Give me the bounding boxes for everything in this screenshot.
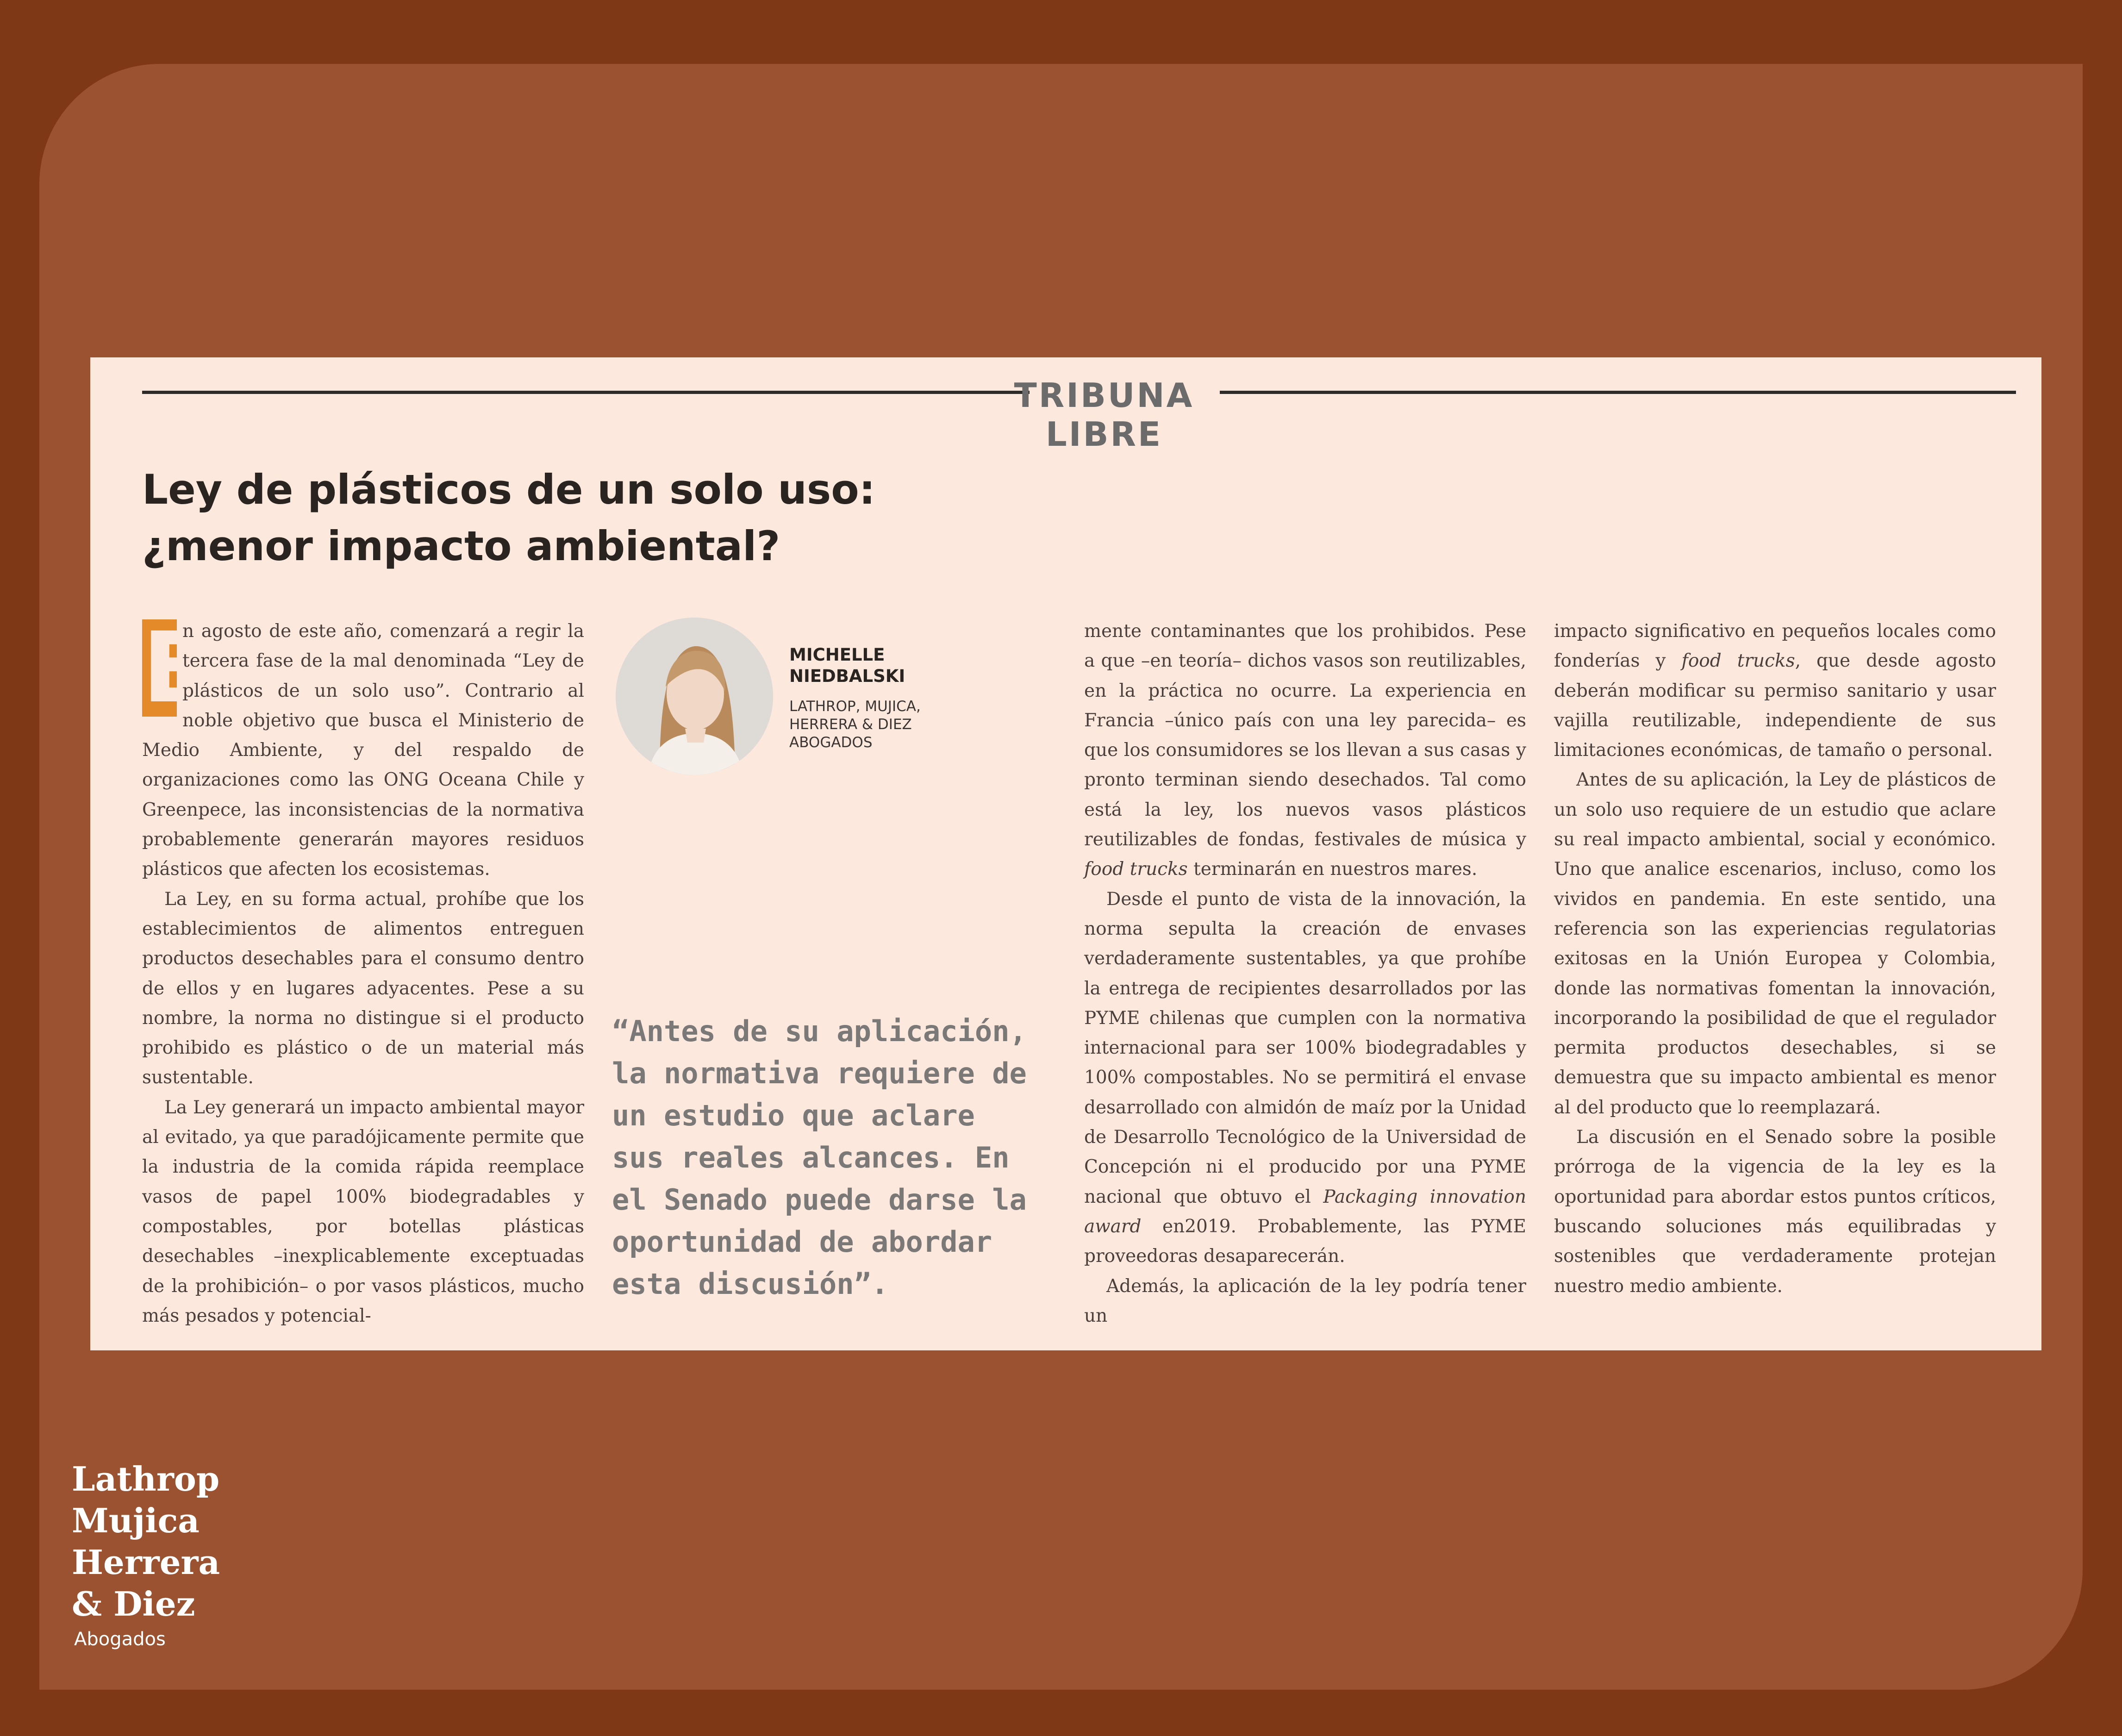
paragraph: La discusión en el Senado sobre la posible prórroga de la vigencia de la ley es la oportunidad para abordar estos puntos críticos, buscando soluciones más equilibradas y sostenibles que verdaderamente protejan nuestro medio ambiente. (1554, 1127, 1996, 1297)
headline-line-1: Ley de plásticos de un solo uso: (142, 466, 875, 513)
section-rule-right (1220, 391, 2016, 394)
author-portrait-icon (616, 618, 773, 775)
paragraph: impacto significativo en pequeños locales como fonderías y food trucks, que desde agosto deberán modificar su permiso sanitario y usar vajilla reutilizable, independiente de sus limitaciones económicas, de tamaño o personal. (1554, 621, 1996, 761)
author-photo (616, 618, 773, 775)
newspaper-clipping (90, 357, 2041, 1350)
section-rule-left (142, 391, 1030, 394)
drop-cap: E (142, 611, 209, 724)
author-name: MICHELLE NIEDBALSKI (789, 645, 905, 686)
paragraph: mente contaminantes que los prohibidos. Pese a que –en teoría– dichos vasos son reutilizables, en la práctica no ocurre. La experiencia en Francia –único país con una ley parecida– es que los consumidores se los llevan a sus casas y pronto terminan siendo desechados. Tal como está la ley, los nuevos vasos plásticos reutilizables de fondas, festivales de música y food trucks terminarán en nuestros mares. (1084, 621, 1526, 880)
pull-quote: “Antes de su aplicación, la normativa requiere de un estudio que aclare sus reales alcances. En el Senado puede darse la oportunidad de abordar esta discusión”. (612, 1014, 1027, 1301)
paragraph: E n agosto de este año, comenzará a regir la tercera fase de la mal denominada “Ley de plásticos de un solo uso”. Contrario al noble objetivo que busca el Ministerio de Medio Ambiente, y del respaldo de organizaciones como las ONG Oceana Chile y Greenpece, las inconsistencias de la normativa probablemente generarán mayores residuos plásticos que afecten los ecosistemas. (142, 611, 584, 880)
article-column-3 (1554, 617, 1996, 1301)
article-column-1 (142, 611, 584, 1331)
brand-subtitle: Abogados (74, 1629, 166, 1650)
section-label: TRIBUNA LIBRE (1014, 376, 1194, 454)
author-firm: LATHROP, MUJICA, HERRERA & DIEZ ABOGADOS (789, 698, 921, 751)
paragraph: La Ley, en su forma actual, prohíbe que los establecimientos de alimentos entreguen productos desechables para el consumo dentro de ellos y en lugares adyacentes. Pese a su nombre, la norma no distingue si el producto prohibido es plástico o de un material más sustentable. (142, 888, 584, 1088)
paragraph: Antes de su aplicación, la Ley de plásticos de un solo uso requiere de un estudio que aclare su real impacto ambiental, social y económico. Uno que analice escenarios, incluso, como los vividos en pandemia. En este sentido, una referencia son las experiencias regulatorias exitosas en la Unión Europea y Colombia, donde las normativas fomentan la innovación, incorporando la posibilidad de que el regulador permita productos desechables, si se demuestra que su impacto ambiental es menor al del producto que lo reemplazará. (1554, 769, 1996, 1118)
paragraph: La Ley generará un impacto ambiental mayor al evitado, ya que paradójicamente permite que la industria de la comida rápida reemplace vasos de papel 100% biodegradables y compostables, por botellas plásticas desechables –inexplicablemente exceptuadas de la prohibición– o por vasos plásticos, mucho más pesados y potencial- (142, 1097, 584, 1326)
headline-line-2: ¿menor impacto ambiental? (142, 522, 780, 570)
paragraph: Además, la aplicación de la ley podría tener un (1084, 1275, 1526, 1326)
brand-logo: Lathrop Mujica Herrera & Diez (72, 1459, 220, 1624)
headline (142, 462, 1068, 575)
paragraph: Desde el punto de vista de la innovación, la norma sepulta la creación de envases verdaderamente sustentables, ya que prohíbe la entrega de recipientes desarrollados por las PYME chilenas que cumplen con la normativa internacional para ser 100% biodegradables y 100% compostables. No se permitirá el envase desarrollado con almidón de maíz por la Unidad de Desarrollo Tecnológico de la Universidad de Concepción ni el producido por una PYME nacional que obtuvo el Packaging innovation award en2019. Probablemente, las PYME proveedoras desaparecerán. (1084, 888, 1526, 1267)
article-column-2 (1084, 617, 1526, 1331)
